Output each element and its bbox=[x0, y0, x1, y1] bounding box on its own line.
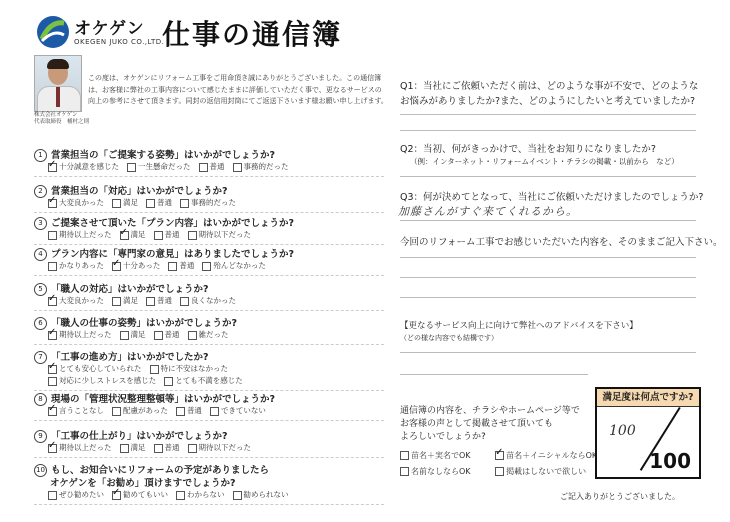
option-label: 満足 bbox=[123, 296, 138, 305]
answer-option[interactable] bbox=[199, 161, 225, 172]
checkbox[interactable] bbox=[188, 331, 197, 340]
answer-option[interactable] bbox=[48, 197, 104, 208]
answer-option[interactable] bbox=[154, 229, 180, 240]
question-6 bbox=[34, 315, 237, 330]
checkbox[interactable] bbox=[120, 444, 129, 453]
answer-option[interactable] bbox=[48, 295, 104, 306]
checkbox[interactable] bbox=[48, 331, 57, 340]
checkbox[interactable] bbox=[400, 451, 409, 460]
answer-option[interactable] bbox=[127, 161, 191, 172]
answer-option[interactable] bbox=[188, 229, 252, 240]
satisfaction-score-box bbox=[595, 387, 701, 479]
checkbox[interactable] bbox=[495, 451, 504, 460]
question-text: ご提案させて頂いた「プラン内容」はいかがでしょうか? bbox=[51, 218, 295, 229]
question-3 bbox=[34, 215, 294, 230]
question-divider bbox=[34, 244, 384, 245]
answer-option[interactable] bbox=[48, 375, 156, 386]
checkbox[interactable] bbox=[48, 199, 57, 208]
checkbox[interactable] bbox=[120, 331, 129, 340]
answer-line bbox=[400, 297, 696, 298]
option-label: 普通 bbox=[164, 230, 180, 239]
question-text: プラン内容に「専門家の意見」はありましたでしょうか? bbox=[51, 249, 295, 260]
option-label: 言うことなし bbox=[59, 406, 104, 415]
option-label: 期待以下だった bbox=[198, 230, 251, 239]
checkbox[interactable] bbox=[48, 491, 57, 500]
option-label: 事務的だった bbox=[243, 162, 289, 171]
answer-line bbox=[400, 130, 696, 131]
question-2 bbox=[34, 183, 228, 198]
checkbox[interactable] bbox=[188, 444, 197, 453]
option-label: 対応に少しストレスを感じた bbox=[59, 376, 157, 385]
answer-options bbox=[48, 229, 259, 240]
checkbox[interactable] bbox=[164, 377, 173, 386]
score-title: 満足度は何点ですか? bbox=[597, 389, 699, 407]
checkbox[interactable] bbox=[495, 467, 504, 476]
checkbox[interactable] bbox=[150, 365, 159, 374]
q4-text: 今回のリフォーム工事でお感じいただいた内容を、そのままご記入下さい。 bbox=[400, 237, 723, 248]
answer-line bbox=[400, 257, 696, 258]
answer-options bbox=[48, 375, 251, 386]
answer-line bbox=[400, 352, 696, 353]
checkbox[interactable] bbox=[48, 377, 57, 386]
publish-options-row-2 bbox=[400, 466, 594, 477]
question-divider bbox=[34, 457, 384, 458]
answer-options bbox=[48, 161, 297, 172]
answer-options bbox=[48, 442, 259, 453]
answer-option[interactable] bbox=[120, 229, 146, 240]
question-text-2: オケゲンを「お勧め」頂けますでしょうか? bbox=[50, 478, 236, 489]
option-label: 期待以上だった bbox=[59, 230, 112, 239]
question-text: もし、お知合いにリフォームの予定がありましたら bbox=[51, 465, 270, 476]
answer-option[interactable] bbox=[180, 197, 236, 208]
question-number: 3 bbox=[34, 217, 47, 230]
checkbox[interactable] bbox=[120, 231, 129, 240]
answer-option[interactable] bbox=[146, 295, 172, 306]
publish-option[interactable]: 掲載はしないで欲しい bbox=[495, 466, 586, 477]
checkbox[interactable] bbox=[146, 297, 155, 306]
checkbox[interactable] bbox=[48, 262, 57, 271]
option-label: 期待以上だった bbox=[59, 330, 112, 339]
question-text: 「工事の仕上がり」はいかがでしょうか? bbox=[51, 431, 228, 442]
answer-options bbox=[48, 405, 274, 416]
question-number: 5 bbox=[34, 283, 47, 296]
answer-option[interactable] bbox=[154, 329, 180, 340]
option-label: かなりあった bbox=[59, 261, 104, 270]
thanks-text: ご記入ありがとうございました。 bbox=[560, 492, 680, 501]
intro-text: この度は、オケゲンにリフォーム工事をご用命頂き誠にありがとうございました。この通信簿は、お客様に弊社の工事内容について感じたままに評価していただく事で、更なるサービスの向上の参考にさせて頂きます。同封の返信用封筒にてご返送下さいます様お願い申し上げます。 bbox=[88, 74, 388, 105]
option-label: 満足 bbox=[123, 198, 138, 207]
option-label: 事務的だった bbox=[191, 198, 236, 207]
q1-text-2: お悩みがありましたか?また、どのようにしたいと考えていましたか? bbox=[400, 96, 696, 107]
question-number: 9 bbox=[34, 430, 47, 443]
answer-option[interactable] bbox=[188, 442, 252, 453]
brand-name: オケゲン bbox=[74, 19, 145, 39]
checkbox[interactable] bbox=[180, 297, 189, 306]
question-divider bbox=[34, 212, 384, 213]
checkbox[interactable] bbox=[112, 297, 121, 306]
answer-option[interactable] bbox=[120, 442, 146, 453]
question-number: 6 bbox=[34, 317, 47, 330]
answer-line bbox=[400, 114, 696, 115]
answer-option[interactable] bbox=[210, 405, 266, 416]
question-number: 10 bbox=[34, 464, 47, 477]
answer-option[interactable] bbox=[48, 161, 119, 172]
answer-option[interactable] bbox=[48, 363, 142, 374]
answer-option[interactable] bbox=[154, 442, 180, 453]
option-label: 期待以下だった bbox=[198, 443, 251, 452]
answer-option[interactable] bbox=[233, 489, 289, 500]
q3-answer: 加藤さんがすぐ来てくれるから。 bbox=[398, 205, 578, 218]
question-divider bbox=[34, 344, 384, 345]
option-label: 満足 bbox=[130, 230, 146, 239]
score-max: 100 bbox=[649, 449, 691, 473]
answer-options bbox=[48, 197, 244, 208]
answer-line bbox=[400, 277, 696, 278]
answer-option[interactable] bbox=[146, 197, 172, 208]
question-divider bbox=[34, 310, 384, 311]
checkbox[interactable] bbox=[112, 491, 121, 500]
option-label: 大変良かった bbox=[59, 296, 104, 305]
checkbox[interactable] bbox=[48, 297, 57, 306]
answer-option[interactable] bbox=[188, 329, 229, 340]
q2-example: （例：インターネット・リフォームイベント・チラシの掲載・以前から など） bbox=[410, 157, 679, 166]
option-label: できていない bbox=[220, 406, 266, 415]
score-handwritten: 100 bbox=[609, 423, 636, 439]
q5-text: 【更なるサービス向上に向けて弊社へのアドバイスを下さい】 bbox=[400, 321, 638, 331]
answer-options bbox=[48, 489, 297, 500]
answer-option[interactable] bbox=[120, 329, 146, 340]
option-label: 良くなかった bbox=[191, 296, 236, 305]
publish-option[interactable]: ✓ 苗名＋イニシャルならOK bbox=[495, 450, 597, 461]
answer-option[interactable] bbox=[202, 260, 266, 271]
answer-option[interactable] bbox=[168, 260, 194, 271]
answer-options bbox=[48, 260, 274, 271]
publish-question: 通信簿の内容を、チラシやホームページ等で お客様の声として掲載させて頂いても よろしいでしょうか? bbox=[400, 406, 580, 442]
checkbox[interactable] bbox=[176, 491, 185, 500]
option-label: 普通 bbox=[157, 296, 172, 305]
answer-option[interactable] bbox=[112, 260, 160, 271]
ceo-photo bbox=[34, 55, 82, 112]
page-title: 仕事の通信簿 bbox=[162, 18, 343, 51]
checkbox[interactable] bbox=[48, 231, 57, 240]
question-1 bbox=[34, 147, 275, 162]
checkbox[interactable] bbox=[112, 262, 121, 271]
question-divider bbox=[34, 420, 384, 421]
question-number: 4 bbox=[34, 248, 47, 261]
publish-option[interactable]: 苗名＋実名でOK bbox=[400, 450, 471, 461]
answer-line bbox=[400, 374, 588, 375]
option-label: わからない bbox=[187, 490, 225, 499]
checkbox[interactable] bbox=[146, 199, 155, 208]
question-text: 「工事の進め方」はいかがでしたか? bbox=[51, 352, 209, 363]
question-text: 「職人の仕事の姿勢」はいかがでしょうか? bbox=[51, 318, 238, 329]
answer-option[interactable] bbox=[150, 363, 229, 374]
option-label: 満足 bbox=[130, 330, 146, 339]
option-label: 満足 bbox=[130, 443, 146, 452]
checkbox[interactable] bbox=[154, 231, 163, 240]
option-label: 特に不安はなかった bbox=[160, 364, 228, 373]
answer-option[interactable] bbox=[48, 329, 112, 340]
option-label: 配慮があった bbox=[123, 406, 168, 415]
q3-text: Q3：何が決めてとなって、当社にご依頼いただけましたのでしょうか? bbox=[400, 192, 704, 203]
answer-line bbox=[400, 220, 696, 221]
checkbox[interactable] bbox=[48, 365, 57, 374]
answer-option[interactable] bbox=[112, 197, 138, 208]
question-text: 営業担当の「対応」はいかがでしょうか? bbox=[51, 186, 228, 197]
option-label: ぜひ勧めたい bbox=[59, 490, 104, 499]
publish-option[interactable]: 名前なしならOK bbox=[400, 466, 471, 477]
checkbox[interactable] bbox=[202, 262, 211, 271]
option-label: とても安心していられた bbox=[59, 364, 142, 373]
option-label: 殆んどなかった bbox=[213, 261, 266, 270]
checkbox[interactable] bbox=[48, 407, 57, 416]
checkbox[interactable] bbox=[48, 444, 57, 453]
answer-line bbox=[400, 176, 696, 177]
question-divider bbox=[34, 504, 384, 505]
answer-option[interactable] bbox=[180, 295, 236, 306]
checkbox[interactable] bbox=[154, 331, 163, 340]
publish-options-row-1 bbox=[400, 450, 605, 461]
q1-text: Q1：当社にご依頼いただく前は、どのような事が不安で、どのような bbox=[400, 81, 699, 92]
answer-option[interactable] bbox=[48, 442, 112, 453]
option-label: 普通 bbox=[164, 443, 180, 452]
option-label: 十分あった bbox=[122, 261, 161, 270]
option-label: 普通 bbox=[209, 162, 225, 171]
question-text: 現場の「管理状況整理整頓等」はいかがでしょうか? bbox=[51, 394, 276, 405]
answer-options bbox=[48, 363, 236, 374]
answer-options bbox=[48, 329, 237, 340]
checkbox[interactable] bbox=[176, 407, 185, 416]
answer-option[interactable] bbox=[48, 489, 104, 500]
q5-note: （どの様な内容でも結構です） bbox=[400, 334, 498, 342]
checkbox[interactable] bbox=[180, 199, 189, 208]
answer-option[interactable] bbox=[233, 161, 289, 172]
option-label: 一生懸命だった bbox=[138, 162, 191, 171]
option-label: 期待以上だった bbox=[59, 443, 112, 452]
checkbox[interactable] bbox=[154, 444, 163, 453]
question-number: 7 bbox=[34, 351, 47, 364]
okegen-logo-icon bbox=[36, 15, 70, 49]
question-divider bbox=[34, 176, 384, 177]
question-number: 2 bbox=[34, 185, 47, 198]
checkbox[interactable] bbox=[168, 262, 177, 271]
checkbox[interactable] bbox=[199, 163, 208, 172]
answer-option[interactable] bbox=[164, 375, 243, 386]
option-label: 大変良かった bbox=[59, 198, 104, 207]
answer-option[interactable] bbox=[48, 405, 104, 416]
checkbox[interactable] bbox=[233, 491, 242, 500]
checkbox[interactable] bbox=[188, 231, 197, 240]
checkbox[interactable] bbox=[112, 407, 121, 416]
question-text: 「職人の対応」はいかがでしょうか? bbox=[51, 284, 209, 295]
question-number: 8 bbox=[34, 393, 47, 406]
option-label: 勧めてもいい bbox=[123, 490, 168, 499]
answer-option[interactable] bbox=[48, 260, 104, 271]
q2-text: Q2：当初、何がきっかけで、当社をお知りになりましたか? bbox=[400, 144, 656, 155]
answer-option[interactable] bbox=[176, 405, 202, 416]
question-8 bbox=[34, 391, 275, 406]
option-label: 雑だった bbox=[198, 330, 229, 339]
checkbox[interactable] bbox=[233, 163, 242, 172]
option-label: 十分誠意を感じた bbox=[59, 162, 119, 171]
option-label: 勧められない bbox=[243, 490, 289, 499]
brand-subtitle: OKEGEN JUKO CO.,LTD. bbox=[74, 38, 165, 46]
question-9 bbox=[34, 428, 228, 443]
checkbox[interactable] bbox=[112, 199, 121, 208]
option-label: 普通 bbox=[164, 330, 180, 339]
option-label: とても不満を感じた bbox=[175, 376, 243, 385]
answer-options bbox=[48, 295, 244, 306]
option-label: 普通 bbox=[157, 198, 172, 207]
answer-option[interactable] bbox=[48, 229, 112, 240]
checkbox[interactable] bbox=[127, 163, 136, 172]
checkbox[interactable] bbox=[210, 407, 219, 416]
ceo-caption: 株式会社オケゲン 代表取締役 桶村之則 bbox=[34, 112, 90, 125]
question-number: 1 bbox=[34, 149, 47, 162]
question-text: 営業担当の「ご提案する姿勢」はいかがでしょうか? bbox=[51, 150, 276, 161]
answer-option[interactable] bbox=[112, 295, 138, 306]
question-7 bbox=[34, 349, 209, 364]
question-divider bbox=[34, 275, 384, 276]
option-label: 普通 bbox=[186, 406, 202, 415]
checkbox[interactable] bbox=[400, 467, 409, 476]
question-5 bbox=[34, 281, 209, 296]
question-4 bbox=[34, 246, 294, 261]
option-label: 普通 bbox=[179, 261, 195, 270]
answer-option[interactable] bbox=[112, 489, 168, 500]
checkbox[interactable] bbox=[48, 163, 57, 172]
answer-option[interactable] bbox=[176, 489, 225, 500]
answer-option[interactable] bbox=[112, 405, 168, 416]
